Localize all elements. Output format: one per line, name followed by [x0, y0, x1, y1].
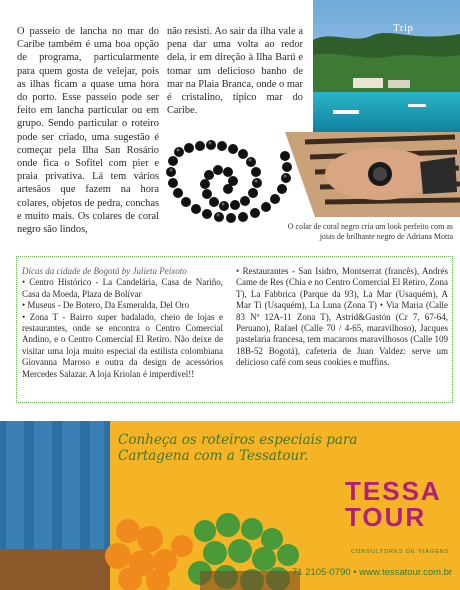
article-column-middle — [167, 25, 303, 117]
tips-item-historic-center: • Centro Histórico - La Candelária, Casa de Nariño, Casa da Moeda, Plaza de Bolívar — [22, 277, 223, 299]
island-photo-art — [313, 0, 460, 138]
ad-headline — [118, 432, 418, 464]
tips-item-museums: • Museus - De Botero, Da Esmeralda, Del Oro — [22, 300, 190, 311]
brand-logo-line1: TESSA — [345, 476, 442, 506]
tips-title: Dicas da cidade de Bogotá by Julieta Peixoto — [22, 266, 187, 276]
brand-logo-line2: TOUR — [345, 502, 427, 532]
article-text-middle: não resisti. Ao sair da ilha vale a pena dar uma volta ao redor dela, ir em direção à Ilha Barú e tomar um delicioso banho de mar na Plaia Branca, onde o mar é cristalino, típico mar do Caribe. — [167, 26, 303, 117]
article-text-left: O passeio de lancha no mar do Caribe também é uma boa opção de programa, particularmente para quem gosta de velejar, pois as ilhas ficam a quase uma hora do porto. Esse passeio pode ser feito em lancha particular ou em grupo. Sendo particular o roteiro pode ser criado, uma sugestão é começar pela Ilha San Rosário onde fica o Sofitel com pier e praia privativa. Lá tem vários artesãos que fazem na hora colares, objetos de pedra, conchas e muito mais. Os colares de coral negro são lindos, — [17, 26, 159, 236]
tips-column-left — [22, 266, 223, 380]
photo-caption: O colar de coral negro cria um look perfeito com as joias de brilhante negro de Adriana Motta — [287, 222, 453, 241]
ad-separator: • — [353, 567, 357, 578]
ad-website-link[interactable]: www.tessatour.com.br — [359, 567, 453, 578]
tips-item-restaurants: • Restaurantes - San Isidro, Montserrat (francês), Andrés Came de Res (Chia e no Centro Comercial El Retiro, Zona T), La Fabbrica (Parque da 93), La Mar (Usaquém), A Mar Ti (Usaquém), La Luna (Zona T) • Via Maria (Calle 83 Nº 12A-11 Zona T), Astrid&Gastón (Cr 7, 67-64, Peruano), Rafael (Calle 70 / 4-65, maravilhoso), Jacques pastelaria francesa, tem macarons maravilhosos (Calle 109 18B-52 Bogotá), cafeteria de Juan Valdez: serve um delicioso café com seus cookies e muffins. — [236, 266, 448, 368]
island-photo — [313, 0, 460, 138]
ad-headline-line2: Cartagena com a Tessatour. — [118, 448, 309, 464]
tips-item-zona-t: • Zona T - Bairro super badalado, cheio de lojas e restaurantes, onde se encontra o Centro Comercial Andino, e o Centro Comercial El Retiro. Não deixe de visitar uma loja muito especial da estilista colombiana Giovanna Maroso e outra da design de acessórios Mercedes Salazar. A loja Kriolan é imperdível!! — [22, 311, 223, 379]
tips-column-right — [236, 266, 448, 369]
ad-contact — [292, 567, 452, 578]
section-label: Trip — [393, 22, 414, 34]
article-column-left — [17, 25, 159, 236]
brand-tagline: CONSULTORES DE VIAGENS — [351, 549, 450, 555]
ad-headline-line1: Conheça os roteiros especiais para — [118, 432, 358, 448]
ad-phone: 71 2105-0790 — [292, 567, 351, 578]
